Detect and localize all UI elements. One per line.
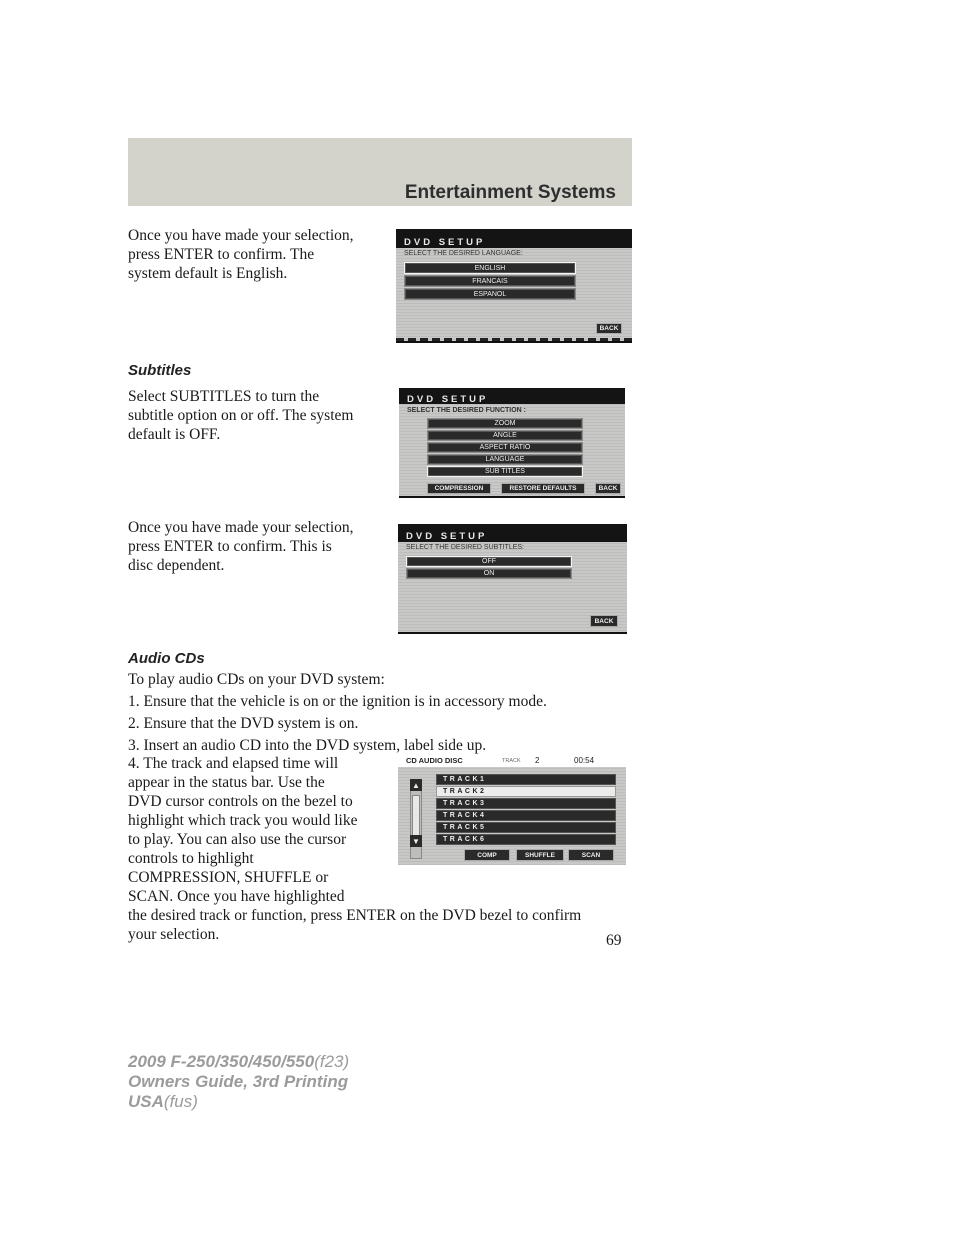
- comp-button[interactable]: COMP: [464, 849, 510, 861]
- text-line: SCAN. Once you have highlighted: [128, 888, 345, 905]
- footer-line-3: [128, 1092, 349, 1112]
- track-item-2[interactable]: TRACK2: [436, 786, 616, 797]
- text-line: subtitle option on or off. The system: [128, 407, 354, 424]
- option-zoom[interactable]: ZOOM: [427, 418, 583, 429]
- step-2: 2. Ensure that the DVD system is on.: [128, 715, 359, 732]
- text-line: DVD cursor controls on the bezel to: [128, 793, 353, 810]
- back-button[interactable]: BACK: [590, 615, 618, 627]
- step-1: 1. Ensure that the vehicle is on or the ignition is in accessory mode.: [128, 693, 547, 710]
- screen-prompt: SELECT THE DESIRED FUNCTION :: [407, 407, 527, 414]
- subtitles-intro-paragraph: [128, 387, 353, 444]
- text-line: to play. You can also use the cursor: [128, 831, 347, 848]
- scrollbar-thumb[interactable]: [412, 795, 420, 839]
- text-line: press ENTER to confirm. This is: [128, 538, 332, 555]
- step-3: 3. Insert an audio CD into the DVD system, label side up.: [128, 737, 487, 754]
- screen-prompt: SELECT THE DESIRED LANGUAGE:: [404, 250, 523, 257]
- shuffle-button[interactable]: SHUFFLE: [516, 849, 564, 861]
- scan-button[interactable]: SCAN: [568, 849, 614, 861]
- track-item-5[interactable]: TRACK5: [436, 822, 616, 833]
- text-line: COMPRESSION, SHUFFLE or: [128, 869, 329, 886]
- header-band: [128, 138, 632, 206]
- option-off[interactable]: OFF: [406, 556, 572, 567]
- option-espanol[interactable]: ESPANOL: [404, 288, 576, 300]
- text-line: controls to highlight: [128, 850, 254, 867]
- text-line: To play audio CDs on your DVD system:: [128, 671, 385, 688]
- footer-model-code: (f23): [314, 1052, 350, 1071]
- footer-market: USA: [128, 1092, 164, 1111]
- footer: [128, 1052, 349, 1112]
- cd-audio-screen: [398, 767, 626, 865]
- track-number: 2: [535, 756, 540, 765]
- option-language[interactable]: LANGUAGE: [427, 454, 583, 465]
- option-angle[interactable]: ANGLE: [427, 430, 583, 441]
- subtitles-confirm-paragraph: [128, 518, 354, 575]
- track-item-4[interactable]: TRACK4: [436, 810, 616, 821]
- footer-line-1: [128, 1052, 349, 1072]
- cd-audio-disc-label: CD AUDIO DISC: [406, 756, 463, 765]
- text-line: disc dependent.: [128, 557, 225, 574]
- subtitles-heading: Subtitles: [128, 362, 192, 379]
- text-line: Once you have made your selection,: [128, 227, 354, 244]
- option-aspect-ratio[interactable]: ASPECT RATIO: [427, 442, 583, 453]
- audio-cds-heading: Audio CDs: [128, 650, 205, 667]
- track-item-3[interactable]: TRACK3: [436, 798, 616, 809]
- elapsed-time: 00:54: [574, 756, 595, 765]
- scroll-down-icon[interactable]: ▼: [410, 835, 422, 847]
- screen-prompt: SELECT THE DESIRED SUBTITLES:: [406, 544, 524, 551]
- screen-bottom-edge: [398, 632, 627, 634]
- screen-title: DVD SETUP: [406, 531, 488, 542]
- text-line: your selection.: [128, 926, 220, 943]
- track-item-1[interactable]: TRACK1: [436, 774, 616, 785]
- text-line: press ENTER to confirm. The: [128, 246, 315, 263]
- audio-steps: [128, 670, 547, 755]
- text-line: 4. The track and elapsed time will: [128, 755, 339, 772]
- dvd-subtitles-screen: [398, 524, 627, 634]
- dvd-function-screen: [399, 388, 625, 498]
- track-item-6[interactable]: TRACK6: [436, 834, 616, 845]
- text-line: default is OFF.: [128, 426, 221, 443]
- screen-title: DVD SETUP: [407, 394, 489, 405]
- scroll-up-icon[interactable]: ▲: [410, 779, 422, 791]
- page-number: 69: [606, 932, 622, 949]
- dvd-language-screen: [396, 229, 632, 343]
- page-header-title: Entertainment Systems: [404, 182, 616, 203]
- option-francais[interactable]: FRANCAIS: [404, 275, 576, 287]
- screen-bottom-edge: [399, 496, 625, 498]
- footer-market-code: (fus): [163, 1092, 198, 1111]
- text-line: Once you have made your selection,: [128, 519, 354, 536]
- footer-guide: Owners Guide, 3rd Printing: [128, 1072, 349, 1091]
- restore-defaults-button[interactable]: RESTORE DEFAULTS: [501, 483, 585, 494]
- text-line: highlight which track you would like: [128, 812, 358, 829]
- back-button[interactable]: BACK: [596, 323, 622, 334]
- text-line: system default is English.: [128, 265, 288, 282]
- option-sub-titles[interactable]: SUB TITLES: [427, 466, 583, 477]
- footer-model: 2009 F-250/350/450/550: [128, 1052, 315, 1071]
- language-confirm-paragraph: [128, 226, 354, 283]
- compression-button[interactable]: COMPRESSION: [427, 483, 491, 494]
- option-english[interactable]: ENGLISH: [404, 262, 576, 274]
- footer-line-2: [128, 1072, 349, 1092]
- screen-title: DVD SETUP: [404, 237, 486, 248]
- text-line: appear in the status bar. Use the: [128, 774, 325, 791]
- text-line: Select SUBTITLES to turn the: [128, 388, 320, 405]
- back-button[interactable]: BACK: [595, 483, 621, 494]
- screen-bottom-edge: [396, 341, 632, 343]
- track-label: TRACK: [502, 758, 521, 764]
- option-on[interactable]: ON: [406, 568, 572, 579]
- text-line: the desired track or function, press ENTER on the DVD bezel to confirm: [128, 907, 582, 924]
